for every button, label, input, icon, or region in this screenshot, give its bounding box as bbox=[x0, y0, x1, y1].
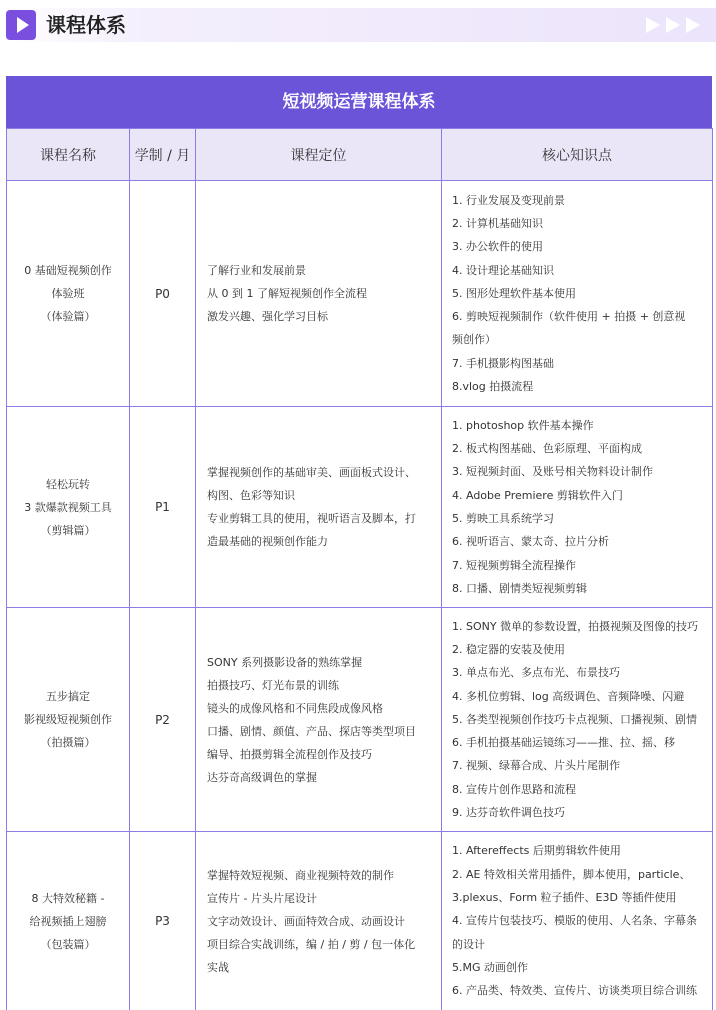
knowledge-line: 5. 各类型视频创作技巧卡点视频、口播视频、剧情 bbox=[452, 712, 697, 726]
course-name-cell bbox=[7, 608, 130, 832]
decorative-arrows bbox=[646, 17, 700, 33]
knowledge-line: 4. 设计理论基础知识 bbox=[452, 263, 554, 277]
course-name-cell bbox=[7, 181, 130, 407]
course-name-cell bbox=[7, 407, 130, 608]
positioning-line: 激发兴趣、强化学习目标 bbox=[207, 310, 328, 323]
knowledge-line: 8. 口播、剧情类短视频剪辑 bbox=[452, 581, 587, 595]
knowledge-line: 的设计 bbox=[452, 937, 485, 951]
chevron-right-icon bbox=[646, 17, 660, 33]
play-icon bbox=[6, 10, 36, 40]
positioning-cell bbox=[196, 181, 442, 407]
positioning-line: 达芬奇高级调色的掌握 bbox=[207, 770, 317, 784]
course-name-line: （剪辑篇） bbox=[40, 523, 96, 537]
section-title: 课程体系 bbox=[46, 13, 126, 37]
column-header-duration: 学制 / 月 bbox=[130, 129, 196, 181]
section-header bbox=[0, 8, 716, 42]
knowledge-line: 3. 单点布光、多点布光、布景技巧 bbox=[452, 666, 620, 680]
positioning-line: 口播、剧情、颜值、产品、探店等类型项目 bbox=[207, 724, 416, 738]
table-header-row bbox=[7, 129, 713, 181]
positioning-line: 编导、拍摄剪辑全流程创作及技巧 bbox=[207, 747, 372, 761]
knowledge-line: 4. 多机位剪辑、log 高级调色、音频降噪、闪避 bbox=[452, 689, 685, 703]
knowledge-cell bbox=[442, 608, 713, 832]
course-name-line: （拍摄篇） bbox=[40, 736, 96, 749]
knowledge-line: 1. Aftereffects 后期剪辑软件使用 bbox=[452, 844, 621, 858]
positioning-line: 造最基础的视频创作能力 bbox=[207, 535, 328, 548]
course-name-line: 0 基础短视频创作 bbox=[24, 264, 112, 277]
course-name-line: 五步搞定 bbox=[46, 690, 90, 703]
knowledge-line: 2. 稳定器的安装及使用 bbox=[452, 642, 565, 656]
positioning-line: 拍摄技巧、灯光布景的训练 bbox=[207, 678, 339, 692]
knowledge-line: 4. Adobe Premiere 剪辑软件入门 bbox=[452, 488, 623, 502]
knowledge-line: 2. 计算机基础知识 bbox=[452, 216, 543, 230]
positioning-cell bbox=[196, 832, 442, 1010]
positioning-line: 文字动效设计、画面特效合成、动画设计 bbox=[207, 914, 405, 928]
chevron-right-icon bbox=[666, 17, 680, 33]
knowledge-line: 6. 产品类、特效类、宣传片、访谈类项目综合训练 bbox=[452, 984, 697, 998]
knowledge-cell bbox=[442, 407, 713, 608]
positioning-line: 掌握视频创作的基础审美、画面板式设计、 bbox=[207, 466, 416, 479]
knowledge-line: 2. 板式构图基础、色彩原理、平面构成 bbox=[452, 442, 642, 456]
knowledge-line: 3. 短视频封面、及账号相关物料设计制作 bbox=[452, 465, 653, 479]
positioning-cell bbox=[196, 608, 442, 832]
duration-cell: P3 bbox=[130, 832, 196, 1010]
knowledge-line: 9. 达芬奇软件调色技巧 bbox=[452, 806, 565, 820]
positioning-cell bbox=[196, 407, 442, 608]
knowledge-line: 7. 手机摄影构图基础 bbox=[452, 356, 554, 370]
course-name-line: 给视频插上翅膀 bbox=[29, 914, 107, 928]
knowledge-line: 5.MG 动画创作 bbox=[452, 960, 529, 974]
positioning-line: 宣传片 - 片头片尾设计 bbox=[207, 891, 317, 905]
course-name-cell bbox=[7, 832, 130, 1010]
duration-cell: P1 bbox=[130, 407, 196, 608]
table-row bbox=[7, 181, 713, 407]
column-header-name: 课程名称 bbox=[7, 129, 130, 181]
knowledge-cell bbox=[442, 832, 713, 1010]
course-name-line: 轻松玩转 bbox=[46, 477, 90, 491]
chevron-right-icon bbox=[686, 17, 700, 33]
column-header-positioning: 课程定位 bbox=[196, 129, 442, 181]
knowledge-line: 3.plexus、Form 粒子插件、E3D 等插件使用 bbox=[452, 891, 677, 905]
knowledge-line: 6. 视听语言、蒙太奇、拉片分析 bbox=[452, 535, 609, 549]
course-name-line: （包装篇） bbox=[40, 937, 96, 951]
knowledge-line: 6. 剪映短视频制作（软件使用 + 拍摄 + 创意视 bbox=[452, 310, 686, 324]
course-name-line: （体验篇） bbox=[40, 310, 96, 323]
course-name-line: 8 大特效秘籍 - bbox=[31, 891, 105, 905]
course-name-line: 体验班 bbox=[51, 287, 85, 300]
knowledge-line: 1. 行业发展及变现前景 bbox=[452, 193, 565, 207]
knowledge-line: 1. SONY 微单的参数设置，拍摄视频及图像的技巧 bbox=[452, 619, 699, 633]
knowledge-line: 7. 短视频剪辑全流程操作 bbox=[452, 558, 576, 572]
positioning-line: 掌握特效短视频、商业视频特效的制作 bbox=[207, 868, 394, 882]
course-name-line: 3 款爆款视频工具 bbox=[24, 500, 112, 514]
knowledge-line: 3. 办公软件的使用 bbox=[452, 240, 543, 254]
positioning-line: 专业剪辑工具的使用，视听语言及脚本，打 bbox=[207, 512, 416, 525]
table-title: 短视频运营课程体系 bbox=[6, 76, 712, 128]
knowledge-cell bbox=[442, 181, 713, 407]
knowledge-line: 频创作） bbox=[452, 333, 496, 347]
table-row bbox=[7, 832, 713, 1010]
knowledge-line: 7. 视频、绿幕合成、片头片尾制作 bbox=[452, 759, 620, 773]
knowledge-line: 5. 图形处理软件基本使用 bbox=[452, 286, 576, 300]
knowledge-line: 8. 宣传片创作思路和流程 bbox=[452, 782, 576, 796]
knowledge-line: 2. AE 特效相关常用插件，脚本使用，particle、 bbox=[452, 867, 691, 881]
knowledge-line: 4. 宣传片包装技巧、模版的使用、人名条、字幕条 bbox=[452, 914, 697, 928]
positioning-line: 了解行业和发展前景 bbox=[207, 264, 306, 277]
positioning-line: 项目综合实战训练，编 / 拍 / 剪 / 包一体化 bbox=[207, 937, 416, 951]
positioning-line: 镜头的成像风格和不同焦段成像风格 bbox=[207, 701, 383, 715]
knowledge-line: 6. 手机拍摄基础运镜练习——推、拉、摇、移 bbox=[452, 736, 675, 750]
duration-cell: P2 bbox=[130, 608, 196, 832]
course-table bbox=[6, 76, 712, 1010]
knowledge-line: 1. photoshop 软件基本操作 bbox=[452, 418, 594, 432]
knowledge-line: 5. 剪映工具系统学习 bbox=[452, 512, 554, 525]
positioning-line: 构图、色彩等知识 bbox=[207, 489, 295, 502]
knowledge-line: 8.vlog 拍摄流程 bbox=[452, 380, 534, 394]
course-name-line: 影视级短视频创作 bbox=[24, 713, 112, 726]
table-row bbox=[7, 407, 713, 608]
positioning-line: 从 0 到 1 了解短视频创作全流程 bbox=[207, 287, 367, 300]
table-row bbox=[7, 608, 713, 832]
column-header-knowledge: 核心知识点 bbox=[442, 129, 713, 181]
positioning-line: 实战 bbox=[207, 960, 229, 974]
duration-cell: P0 bbox=[130, 181, 196, 407]
positioning-line: SONY 系列摄影设备的熟练掌握 bbox=[207, 655, 363, 669]
